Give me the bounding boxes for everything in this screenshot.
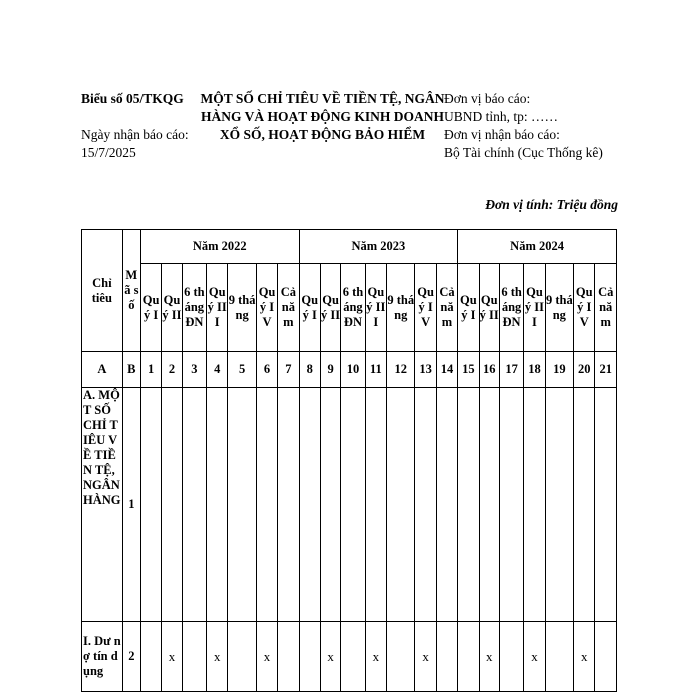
period-header: Quý II [320,264,340,352]
period-header: Quý I [140,264,161,352]
year-header: Năm 2023 [299,230,458,264]
data-cell [256,388,277,622]
column-index: 5 [228,352,256,388]
form-code: Biểu số 05/TKQG [81,91,184,106]
reporting-unit-block [444,90,614,162]
column-index: 11 [365,352,386,388]
table-row [82,388,617,622]
column-index: 16 [479,352,499,388]
period-header: Quý IV [574,264,595,352]
column-index: 4 [207,352,228,388]
period-header: Quý II [162,264,182,352]
data-cell [545,388,573,622]
data-cell [524,388,545,622]
column-index: 12 [387,352,415,388]
col-indicator-header: Chỉ tiêu [82,230,123,352]
row-code: 1 [122,388,140,622]
data-cell: x [415,622,436,692]
data-cell [162,388,182,622]
period-header: 9 tháng [387,264,415,352]
column-index: 17 [499,352,523,388]
reporting-unit-label: Đơn vị báo cáo: [444,91,531,106]
column-index: 2 [162,352,182,388]
data-cell [228,388,256,622]
data-cell [415,388,436,622]
period-header: Cả năm [436,264,457,352]
column-index: 3 [182,352,206,388]
period-header: Quý I [458,264,479,352]
period-header: 6 tháng ĐN [341,264,365,352]
period-header: Cả năm [595,264,617,352]
row-code: 2 [122,622,140,692]
reporting-unit-value: UBND tỉnh, tp: …… [444,109,559,124]
table-row [82,622,617,692]
period-header: 6 tháng ĐN [182,264,206,352]
report-title: MỘT SỐ CHỈ TIÊU VỀ TIỀN TỆ, NGÂN HÀNG VÀ HOẠT ĐỘNG KINH DOANH XỔ SỐ, HOẠT ĐỘNG BẢO HIỂM [200,91,445,142]
data-cell [320,388,340,622]
receiving-unit-label: Đơn vị nhận báo cáo: [444,127,560,142]
data-cell [387,622,415,692]
receiving-unit-value: Bộ Tài chính (Cục Thống kê) [444,145,603,160]
period-header: Quý II [479,264,499,352]
column-index: 15 [458,352,479,388]
row-label: A. MỘT SỐ CHỈ TIÊU VỀ TIỀN TỆ, NGÂN HÀNG [82,388,123,622]
data-cell [278,388,299,622]
period-header: Quý IV [415,264,436,352]
received-label: Ngày nhận báo cáo: [81,127,189,142]
data-cell [341,622,365,692]
column-index: 8 [299,352,320,388]
data-cell [182,388,206,622]
data-cell: x [207,622,228,692]
column-index: 7 [278,352,299,388]
data-cell: x [524,622,545,692]
data-cell [458,622,479,692]
column-index: 1 [140,352,161,388]
data-cell [365,388,386,622]
period-header: Cả năm [278,264,299,352]
data-cell [299,388,320,622]
column-index: 18 [524,352,545,388]
data-cell [387,388,415,622]
row-label: I. Dư nợ tín dụng [82,622,123,692]
column-index: 21 [595,352,617,388]
data-cell: x [574,622,595,692]
data-cell [458,388,479,622]
period-header: 9 tháng [228,264,256,352]
data-cell [140,622,161,692]
data-cell [140,388,161,622]
data-cell [545,622,573,692]
col-code-header: Mã số [122,230,140,352]
period-header: Quý I [299,264,320,352]
data-cell: x [479,622,499,692]
data-cell [278,622,299,692]
period-header: Quý III [524,264,545,352]
unit-note: Đơn vị tính: Triệu đồng [485,197,618,212]
period-header: Quý III [365,264,386,352]
data-cell: x [320,622,340,692]
data-cell [207,388,228,622]
data-cell [499,388,523,622]
data-cell: x [256,622,277,692]
column-index: 10 [341,352,365,388]
data-cell [574,388,595,622]
data-cell [228,622,256,692]
column-index: A [82,352,123,388]
period-header: Quý III [207,264,228,352]
column-index: 19 [545,352,573,388]
year-header: Năm 2022 [140,230,299,264]
data-cell [341,388,365,622]
period-header: 9 tháng [545,264,573,352]
data-cell [499,622,523,692]
data-cell [595,388,617,622]
column-index: 6 [256,352,277,388]
column-index: B [122,352,140,388]
data-cell [436,622,457,692]
data-cell: x [162,622,182,692]
period-header: 6 tháng ĐN [499,264,523,352]
column-index: 14 [436,352,457,388]
report-table [81,229,617,692]
column-index: 20 [574,352,595,388]
received-date: 15/7/2025 [81,145,136,160]
data-cell [182,622,206,692]
data-cell [436,388,457,622]
column-index: 9 [320,352,340,388]
data-cell: x [365,622,386,692]
data-cell [479,388,499,622]
period-header: Quý IV [256,264,277,352]
data-cell [299,622,320,692]
year-header: Năm 2024 [458,230,617,264]
data-cell [595,622,617,692]
column-index: 13 [415,352,436,388]
